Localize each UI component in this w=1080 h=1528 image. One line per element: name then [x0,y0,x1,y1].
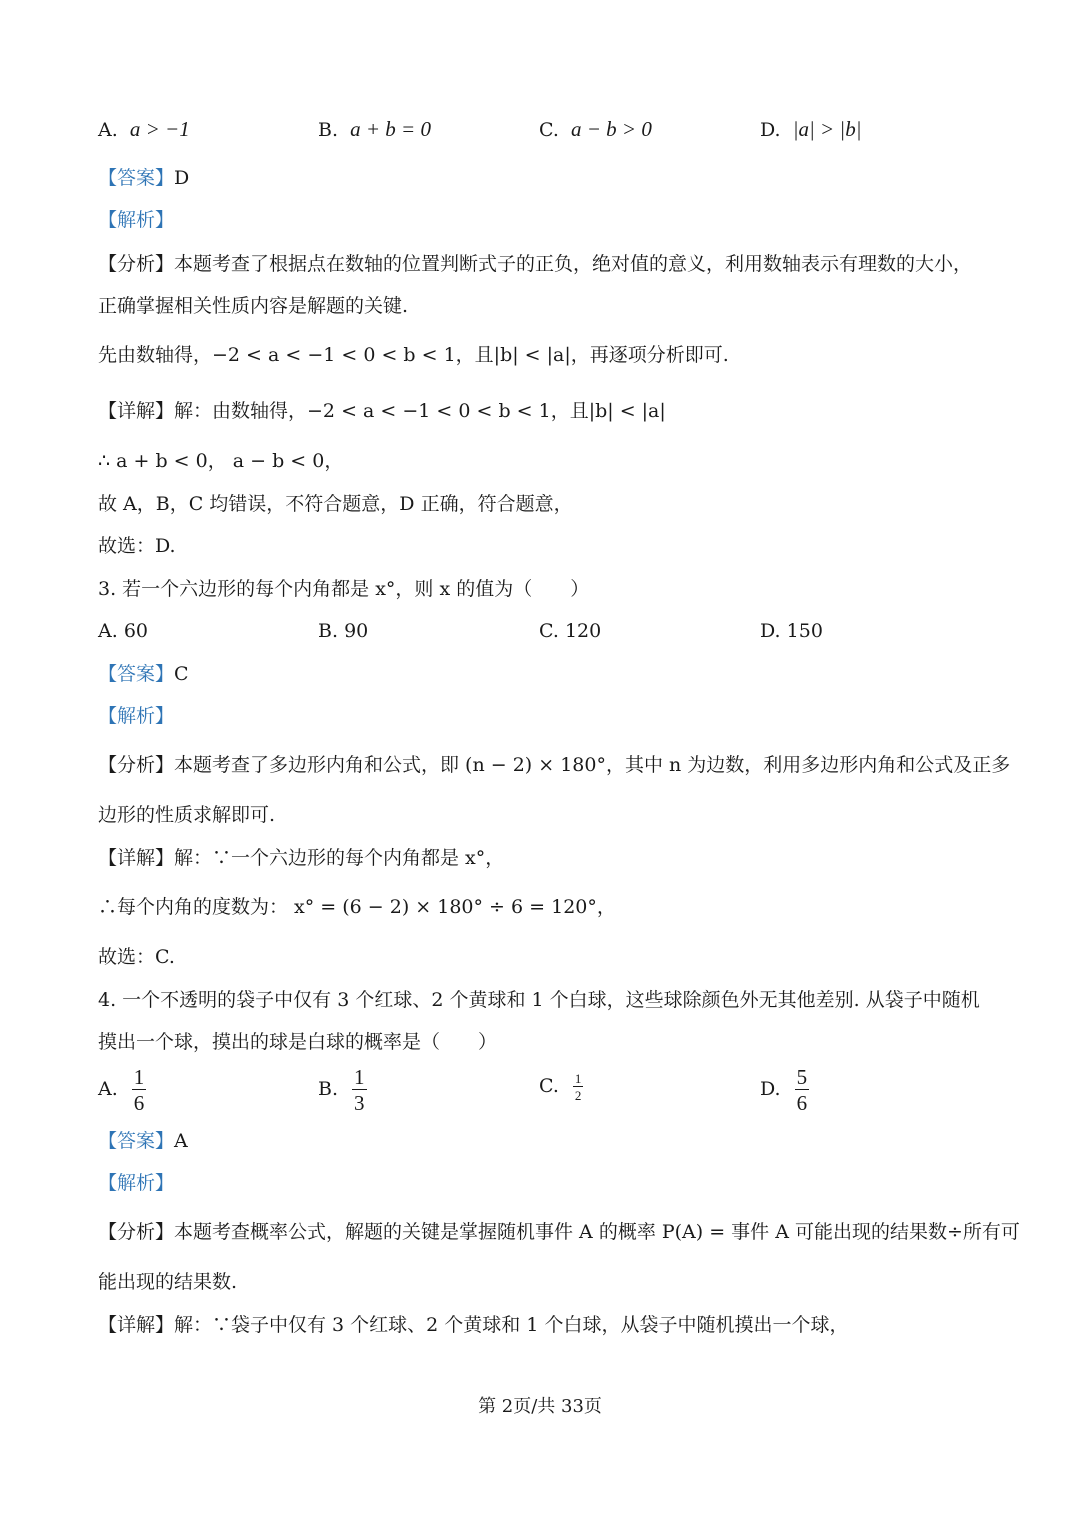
q3-option-d: D. 150 [760,620,823,642]
q2-analysis: 【分析】本题考查了根据点在数轴的位置判断式子的正负，绝对值的意义，利用数轴表示有理数的大小， [98,253,973,275]
q2-hint: 先由数轴得，−2 < a < −1 < 0 < b < 1，且|b| < |a|，再逐项分析即可. [98,344,729,366]
q3-jiexi-heading: 【解析】 [98,705,175,727]
q3-option-c: C. 120 [539,620,602,642]
q4-analysis-cont: 能出现的结果数. [98,1271,238,1293]
q4-analysis: 【分析】本题考查概率公式，解题的关键是掌握随机事件 A 的概率 P(A) = 事件 A 可能出现的结果数÷所有可 [98,1221,1020,1243]
fraction: $\frac{1}{3}$ [354,1065,365,1115]
q4-option-d: D. $\frac{5}{6}$ [760,1065,808,1115]
q2-answer: 【答案】D [98,167,190,189]
q2-step: ∴ a + b < 0， a − b < 0， [98,450,344,472]
q3-choose: 故选：C. [98,946,175,968]
q2-choose: 故选：D. [98,535,176,557]
q2-option-d: D. |a| > |b| [760,117,862,141]
q2-solution: 【详解】解：由数轴得，−2 < a < −1 < 0 < b < 1，且|b| < |a| [98,400,666,422]
q2-option-b: B. a + b = 0 [318,117,431,141]
q4-option-a: A. $\frac{1}{6}$ [98,1065,145,1115]
q4-solution: 【详解】解：∵袋子中仅有 3 个红球、2 个黄球和 1 个白球，从袋子中随机摸出一个球， [98,1314,849,1336]
fraction: $\frac{1}{6}$ [133,1065,145,1115]
q3-option-b: B. 90 [318,620,369,642]
q3-stem: 3. 若一个六边形的每个内角都是 x°，则 x 的值为（ ） [98,578,590,600]
q3-option-a: A. 60 [98,620,148,642]
q2-option-c: C. a − b > 0 [539,117,652,141]
fraction: $\frac{1}{2}$ [574,1071,582,1103]
q3-step: ∴每个内角的度数为： x° = (6 − 2) × 180° ÷ 6 = 120°， [98,896,616,918]
q4-stem-cont: 摸出一个球，摸出的球是白球的概率是（ ） [98,1031,498,1053]
q3-analysis-cont: 边形的性质求解即可. [98,804,276,826]
q4-option-b: B. $\frac{1}{3}$ [318,1065,365,1115]
fraction: $\frac{5}{6}$ [796,1065,808,1115]
q2-option-a: A. a > −1 [98,117,190,141]
q4-stem: 4. 一个不透明的袋子中仅有 3 个红球、2 个黄球和 1 个白球，这些球除颜色外无其他差别. 从袋子中随机 [98,989,980,1011]
q2-analysis-cont: 正确掌握相关性质内容是解题的关键. [98,295,409,317]
q3-solution: 【详解】解：∵一个六边形的每个内角都是 x°， [98,847,505,869]
q4-option-c: C. $\frac{1}{2}$ [539,1071,582,1103]
q3-answer: 【答案】C [98,663,189,685]
q2-jiexi-heading: 【解析】 [98,209,175,231]
q4-answer: 【答案】A [98,1130,188,1152]
page-footer: 第 2页/共 33页 [478,1396,602,1417]
q3-analysis: 【分析】本题考查了多边形内角和公式，即 (n − 2) × 180°，其中 n 为边数，利用多边形内角和公式及正多 [98,754,1011,776]
q2-conclusion: 故 A，B，C 均错误，不符合题意，D 正确，符合题意， [98,493,573,515]
q4-jiexi-heading: 【解析】 [98,1172,175,1194]
